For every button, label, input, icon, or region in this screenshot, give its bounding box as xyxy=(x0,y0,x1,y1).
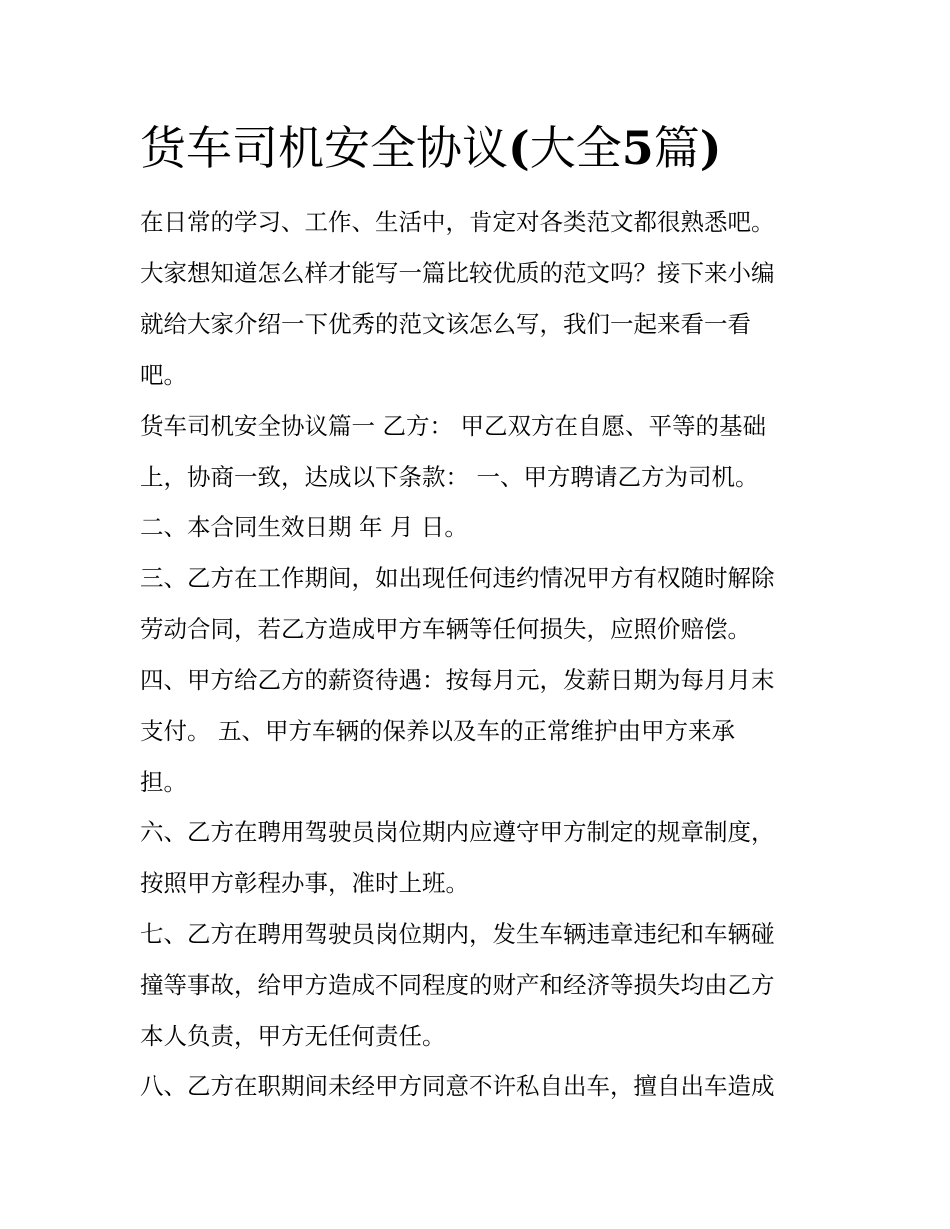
body-line: 支付。 五、甲方车辆的保养以及车的正常维护由甲方来承 xyxy=(140,717,735,745)
body-line: 撞等事故，给甲方造成不同程度的财产和经济等损失均由乙方 xyxy=(140,971,775,999)
document-title xyxy=(140,112,840,184)
body-line: 按照甲方彰程办事，准时上班。 xyxy=(140,869,469,897)
body-line: 本人负责，甲方无任何责任。 xyxy=(140,1022,446,1050)
body-line: 七、乙方在聘用驾驶员岗位期内，发生车辆违章违纪和车辆碰 xyxy=(140,920,775,948)
body-line: 六、乙方在聘用驾驶员岗位期内应遵守甲方制定的规章制度， xyxy=(140,818,775,846)
body-line: 就给大家介绍一下优秀的范文该怎么写，我们一起来看一看 xyxy=(140,310,751,338)
body-line: 货车司机安全协议篇一 乙方： 甲乙双方在自愿、平等的基础 xyxy=(140,412,766,440)
body-line: 二、本合同生效日期 年 月 日。 xyxy=(140,513,468,541)
title-text-main: 货车司机安全协议 xyxy=(140,121,508,175)
title-close-paren: ) xyxy=(699,121,722,175)
title-text-collection: 大全 xyxy=(529,121,622,175)
title-text-pian: 篇 xyxy=(653,121,700,175)
body-line: 担。 xyxy=(140,768,187,796)
body-line: 大家想知道怎么样才能写一篇比较优质的范文吗？接下来小编 xyxy=(140,259,775,287)
body-line: 劳动合同，若乙方造成甲方车辆等任何损失，应照价赔偿。 xyxy=(140,615,751,643)
body-line: 在日常的学习、工作、生活中，肯定对各类范文都很熟悉吧。 xyxy=(140,208,775,236)
body-line: 上，协商一致，达成以下条款： 一、甲方聘请乙方为司机。 xyxy=(140,463,759,491)
body-line: 吧。 xyxy=(140,361,187,389)
body-line: 四、甲方给乙方的薪资待遇：按每月元，发薪日期为每月月末 xyxy=(140,666,775,694)
title-count-number: 5 xyxy=(621,121,654,175)
body-line: 三、乙方在工作期间，如出现任何违约情况甲方有权随时解除 xyxy=(140,564,775,592)
title-open-paren: ( xyxy=(508,121,530,175)
body-line: 八、乙方在职期间未经甲方同意不许私自出车，擅自出车造成 xyxy=(140,1072,775,1100)
